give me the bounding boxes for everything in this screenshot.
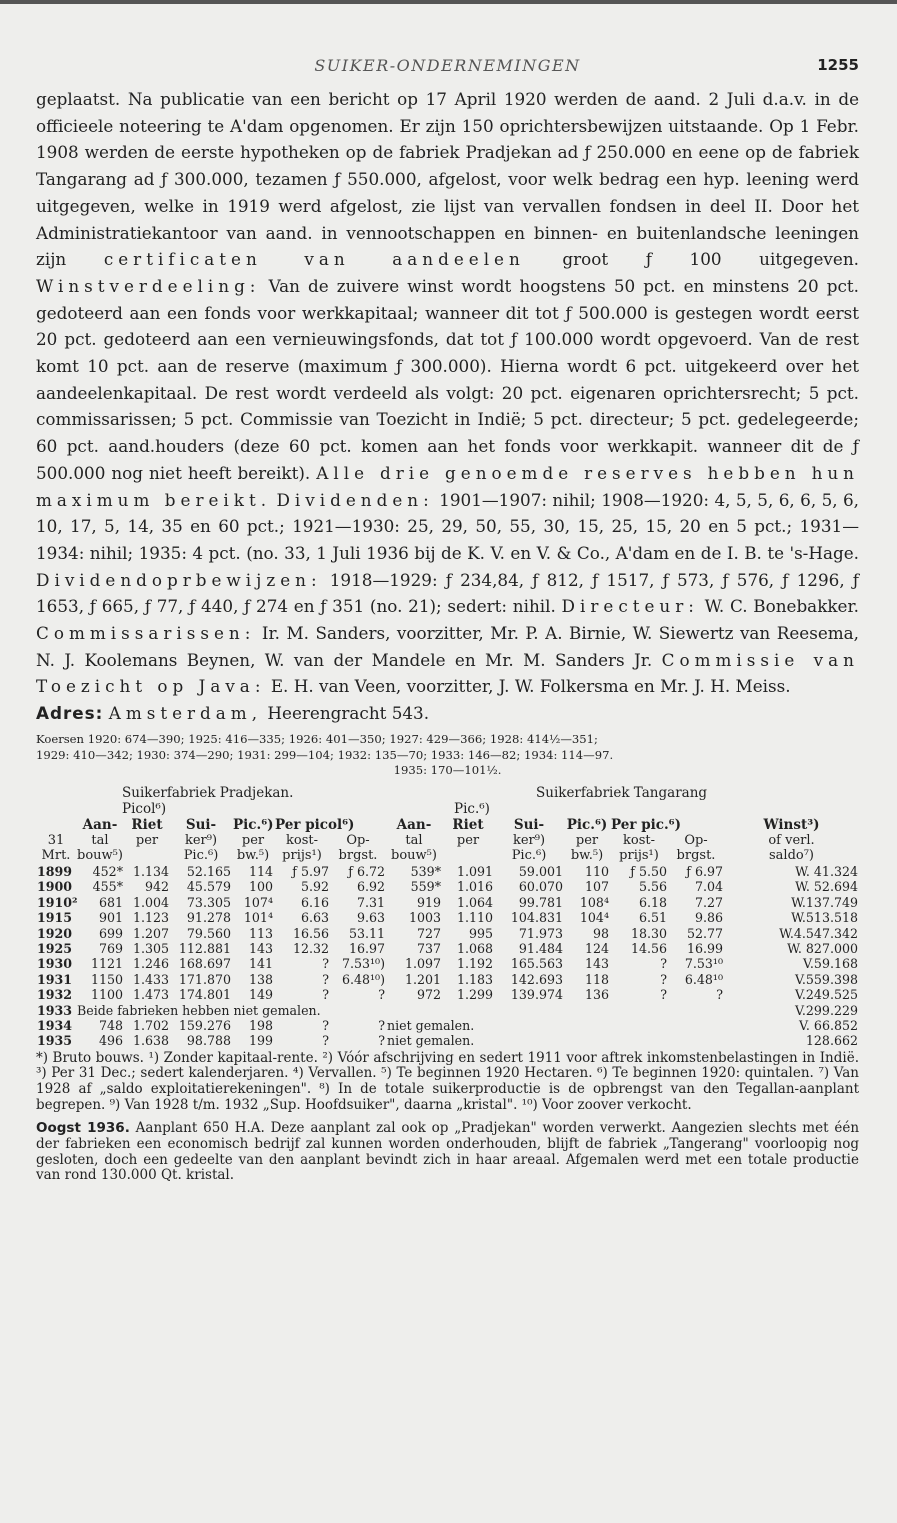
table-cell: 7.31	[356, 894, 385, 910]
table-cell: 1.123	[132, 910, 169, 926]
table-cell: 1.016	[456, 879, 493, 895]
table-row	[36, 972, 859, 987]
table-cell: 1900	[37, 879, 73, 895]
production-table-section	[36, 785, 859, 1049]
table-cell: prijs¹)	[282, 848, 322, 864]
table-cell: Beide fabrieken hebben niet gemalen.	[77, 1002, 321, 1018]
table-cell: 1935	[37, 1033, 73, 1049]
table-cell: 139.974	[510, 987, 563, 1003]
table-cell: Riet	[131, 816, 163, 833]
table-cell: 9.63	[356, 910, 385, 926]
table-row	[36, 926, 859, 941]
table-row	[36, 987, 859, 1002]
table-cell: 12.32	[292, 940, 329, 956]
table-cell: 45.579	[186, 879, 231, 895]
text-segment: E. H. van Veen, voorzitter, J. W. Folkersma en Mr. J. H. Meiss.	[270, 676, 791, 697]
group-header-pradjekan: Suikerfabriek Pradjekan.	[122, 784, 294, 801]
table-cell	[36, 818, 76, 833]
table-cell: W. 52.694	[795, 879, 858, 895]
spaced-heading-commissarissen: Commissarissen:	[36, 623, 256, 644]
table-cell: 138	[248, 971, 273, 987]
table-cell: 1.299	[456, 987, 493, 1003]
table-cell: 1933	[37, 1002, 73, 1018]
table-row	[36, 1033, 859, 1048]
table-cell: 539*	[410, 863, 441, 879]
table-cell: 1899	[37, 863, 73, 879]
table-row	[36, 941, 859, 956]
table-cell: 1150	[90, 971, 123, 987]
table-cell: W. 827.000	[787, 940, 858, 956]
table-cell: 6.92	[356, 879, 385, 895]
table-cell: 7.53¹⁰	[684, 956, 723, 972]
table-cell: 16.56	[292, 925, 329, 941]
table-cell: 124	[584, 940, 609, 956]
table-cell: 198	[248, 1017, 273, 1033]
table-cell: 6.18	[638, 894, 667, 910]
table-row	[36, 1018, 859, 1033]
table-cell: tal	[91, 833, 109, 849]
table-cell: 112.881	[178, 940, 231, 956]
table-cell: ƒ 6.72	[348, 863, 385, 879]
table-cell: 995	[468, 925, 493, 941]
oogst-paragraph	[36, 1121, 859, 1184]
table-cell: ƒ 6.97	[686, 863, 723, 879]
table-cell: V.299.229	[795, 1002, 858, 1018]
table-cell: 5.92	[300, 879, 329, 895]
table-cell: 1.064	[456, 894, 493, 910]
table-cell: 559*	[410, 879, 441, 895]
table-cell: V.559.398	[795, 971, 858, 987]
table-cell: 6.63	[300, 910, 329, 926]
table-cell: 99.781	[518, 894, 563, 910]
table-cell: 7.53¹⁰)	[341, 956, 385, 972]
table-cell: per	[241, 833, 265, 849]
table-cell	[442, 848, 494, 863]
table-cell: of verl.	[768, 833, 815, 849]
table-cell: 1003	[408, 910, 441, 926]
table-cell: 452*	[92, 863, 123, 879]
table-cell: Aan-	[82, 816, 118, 833]
koersen-line: 1935: 170—101½.	[393, 763, 502, 778]
table-cell: 52.165	[186, 863, 231, 879]
table-cell: brgst.	[676, 848, 716, 864]
spaced-heading-directeur: Directeur:	[561, 596, 699, 617]
table-cell: 98.788	[186, 1033, 231, 1049]
table-cell: 14.56	[630, 940, 667, 956]
table-cell: bw.⁵)	[570, 848, 604, 864]
table-cell: 1.207	[132, 925, 169, 941]
table-cell: W.4.547.342	[779, 925, 858, 941]
table-cell: 1.246	[132, 956, 169, 972]
table-header-row	[36, 848, 859, 863]
table-row	[36, 895, 859, 910]
table-cell: 60.070	[518, 879, 563, 895]
table-cell: 107	[584, 879, 609, 895]
table-cell: 919	[416, 894, 441, 910]
table-cell: ?	[322, 1017, 329, 1033]
table-cell: V.249.525	[795, 987, 858, 1003]
table-cell: 1.201	[404, 971, 441, 987]
table-cell: 98	[592, 925, 609, 941]
table-cell: 1915	[37, 910, 73, 926]
table-cell: 455*	[92, 879, 123, 895]
table-cell: W.137.749	[791, 894, 858, 910]
text-segment: geplaatst. Na publicatie van een bericht op 17 April 1920 werden de aand. 2 Juli d.a.v. in de officieele noteering te A'dam opgenomen. Er zijn 150 oprichtersbewijzen uitstaande. Op 1 Febr. 1908 werden de eerste hypotheken op de fabriek Pradjekan ad ƒ 250.000 en eene op de fabriek Tangarang ad ƒ 300.000, tezamen ƒ 550.000, afgelost, voor welk bedrag een hyp. leening werd uitgegeven, welke in 1919 werd afgelost, zie lijst van vervallen fondsen in deel II. Door het Administratiekantoor van aand. in vennootschappen en binnen- en buitenlandsche leeningen zijn	[36, 89, 859, 270]
oogst-text: Aanplant 650 H.A. Deze aanplant zal ook op „Pradjekan" worden verwerkt. Aangezien slechts met één der fabrieken een economisch bedrijf zal kunnen worden onderhouden, blijft de fabriek „Tangerang" voorloopig nog gesloten, doch een gedeelte van den aanplant bevindt zich in haar areaal. Afgemalen werd met een totale productie van rond 130.000 Qt. kristal.	[36, 1120, 860, 1184]
body-text	[36, 86, 859, 700]
page-number: 1255	[817, 56, 859, 74]
table-cell: 1.192	[456, 956, 493, 972]
table-cell: 18.30	[630, 925, 667, 941]
table-cell: ?	[378, 987, 385, 1003]
table-cell: per	[456, 833, 480, 849]
table-cell: 6.48¹⁰	[684, 971, 723, 987]
table-row	[36, 1003, 859, 1018]
header-title: SUIKER-ONDERNEMINGEN	[314, 56, 581, 75]
address-line	[36, 700, 859, 726]
table-cell: 6.51	[638, 910, 667, 926]
spaced-text: certificaten van aandeelen	[103, 249, 525, 270]
koersen-line: Koersen 1920: 674—390; 1925: 416—335; 1926: 401—350; 1927: 429—366; 1928: 414½—351;	[36, 732, 598, 747]
table-cell: ker⁹)	[512, 833, 546, 849]
table-cell: niet gemalen.	[387, 1033, 475, 1049]
table-cell: 1.638	[132, 1033, 169, 1049]
table-cell: 901	[98, 910, 123, 926]
table-cell: 1920	[37, 925, 73, 941]
table-cell: 104⁴	[579, 910, 609, 926]
table-cell: Sui-	[513, 816, 545, 833]
production-table	[36, 818, 859, 1049]
table-cell: 165.563	[510, 956, 563, 972]
table-cell: ?	[322, 971, 329, 987]
table-cell: 114	[248, 863, 273, 879]
table-cell: 118	[584, 971, 609, 987]
table-cell: bouw⁵)	[77, 848, 123, 864]
table-cell: 171.870	[178, 971, 231, 987]
table-cell: 143	[248, 940, 273, 956]
table-cell: 1910²	[37, 894, 78, 910]
table-cell: Pic.⁶)	[183, 848, 219, 864]
table-cell: W. 41.324	[795, 863, 858, 879]
table-cell: ?	[378, 1017, 385, 1033]
table-cell: 5.56	[638, 879, 667, 895]
table-cell: 107⁴	[243, 894, 273, 910]
table-cell: 16.97	[348, 940, 385, 956]
table-cell: 1.433	[132, 971, 169, 987]
text-segment: 1918—1929: ƒ 234,84, ƒ 812, ƒ 1517, ƒ 573, ƒ 576, ƒ 1296, ƒ 1653, ƒ 665, ƒ 77, ƒ 440, ƒ 274 en ƒ 351 (no. 21); sedert: nihil.	[36, 569, 859, 617]
table-cell: 1931	[37, 971, 73, 987]
table-cell: 942	[144, 879, 169, 895]
table-cell: 168.697	[178, 956, 231, 972]
table-cell: 1.473	[132, 987, 169, 1003]
table-cell: 1.097	[404, 956, 441, 972]
table-cell: Op-	[346, 833, 370, 849]
table-cell: 199	[248, 1033, 273, 1049]
table-cell: ƒ 5.50	[630, 863, 667, 879]
group-header-tangarang: Suikerfabriek Tangarang	[536, 784, 708, 801]
spaced-heading-dividenden: Dividenden:	[276, 489, 434, 510]
address-label: Adres:	[36, 703, 104, 724]
table-cell: ƒ 5.97	[292, 863, 329, 879]
table-row	[36, 910, 859, 925]
table-cell: 972	[416, 987, 441, 1003]
table-cell: 7.27	[694, 894, 723, 910]
table-row	[36, 879, 859, 894]
table-cell: Op-	[684, 833, 708, 849]
table-cell: Riet	[452, 816, 484, 833]
koersen-line: 1929: 410—342; 1930: 374—290; 1931: 299—104; 1932: 135—70; 1933: 146—82; 1934: 114—97.	[36, 747, 614, 762]
table-cell: V. 66.852	[799, 1017, 858, 1033]
table-cell: 52.77	[686, 925, 723, 941]
table-cell: 108⁴	[579, 894, 609, 910]
table-header-row	[36, 833, 859, 848]
spaced-heading-winstverdeeling: Winstverdeeling:	[36, 275, 261, 296]
table-cell: 91.484	[518, 940, 563, 956]
table-cell: ker⁹)	[184, 833, 218, 849]
table-cell: Winst³)	[763, 816, 820, 833]
table-cell: 142.693	[510, 971, 563, 987]
table-cell: ?	[660, 956, 667, 972]
table-cell: 9.86	[694, 910, 723, 926]
table-cell: per	[575, 833, 599, 849]
top-rule	[0, 0, 897, 4]
table-cell: 110	[584, 863, 609, 879]
table-cell: 1.305	[132, 940, 169, 956]
table-cell: ?	[378, 1033, 385, 1049]
table-cell: kost-	[623, 833, 655, 849]
table-cell: tal	[405, 833, 423, 849]
table-row	[36, 956, 859, 971]
table-cell: ?	[660, 971, 667, 987]
table-header-row	[36, 818, 859, 833]
table-cell: W.513.518	[791, 910, 858, 926]
group-subheader: Pic.⁶)	[454, 800, 490, 817]
table-cell: ?	[322, 956, 329, 972]
table-cell: 128.662	[805, 1033, 858, 1049]
table-cell: 91.278	[186, 910, 231, 926]
spaced-heading-dividendbewijzen: Dividendoprbewijzen:	[36, 569, 322, 590]
table-cell: 1.068	[456, 940, 493, 956]
table-cell: saldo⁷)	[768, 848, 814, 864]
table-cell: ?	[716, 987, 723, 1003]
table-cell: Aan-	[396, 816, 432, 833]
address-street: Heerengracht 543.	[267, 703, 430, 724]
table-cell: 101⁴	[243, 910, 273, 926]
table-cell: 71.973	[518, 925, 563, 941]
text-segment: groot ƒ 100 uitgegeven.	[562, 249, 859, 270]
table-cell: 1.004	[132, 894, 169, 910]
table-cell: 100	[248, 879, 273, 895]
address-city: Amsterdam,	[108, 703, 263, 724]
table-cell: 1925	[37, 940, 73, 956]
table-cell: 149	[248, 987, 273, 1003]
spaced-heading-commissie: Commissie van Toezicht op Java:	[36, 649, 859, 697]
koersen-block	[36, 732, 859, 779]
running-header	[36, 56, 859, 84]
table-cell: 6.48¹⁰)	[341, 971, 385, 987]
table-cell: 59.001	[518, 863, 563, 879]
table-cell: 1.134	[132, 863, 169, 879]
table-cell: 1100	[90, 987, 123, 1003]
table-cell: per	[135, 833, 159, 849]
table-cell: ?	[322, 987, 329, 1003]
table-cell: Sui-	[185, 816, 217, 833]
table-cell: brgst.	[338, 848, 378, 864]
text-segment: Van de zuivere winst wordt hoogstens 50 pct. en minstens 20 pct. gedoteerd aan een fonds voor werkkapitaal; wanneer dit tot ƒ 500.000 is gestegen wordt eerst 20 pct. gedoteerd aan een vernieuwingsfonds, dat tot ƒ 100.000 wordt opgevoerd. Van de rest komt 10 pct. aan de reserve (maximum ƒ 300.000). Hierna wordt 6 pct. uitgekeerd over het aandeelenkapitaal. De rest wordt verdeeld als volgt: 20 pct. eigenaren oprichtersrecht; 5 pct. commissarissen; 5 pct. Commissie van Toezicht in Indië; 5 pct. directeur; 5 pct. gedelegeerde; 60 pct. aand.houders (deze 60 pct. komen aan het fonds voor werkkapit. wanneer dit de ƒ 500.000 nog niet heeft bereikt).	[36, 275, 859, 483]
table-cell: 1.702	[132, 1017, 169, 1033]
footnotes: *) Bruto bouws. ¹) Zonder kapitaal-rente. ²) Vóór afschrijving en sedert 1911 voor aftrek inkomstenbelastingen in Indië. ³) Per 31 Dec.; sedert kalenderjaren. ⁴) Vervallen. ⁵) Te beginnen 1920 Hectaren. ⁶) Te beginnen 1920: quintalen. ⁷) Van 1928 af „saldo exploitatierekeningen". ⁸) In de totale suikerproductie is de opbrengst van den Tegallan-aanplant begrepen. ⁹) Van 1928 t/m. 1932 „Sup. Hoofdsuiker", daarna „kristal". ¹⁰) Voor zoover verkocht.	[36, 1049, 859, 1113]
table-cell: 7.04	[694, 879, 723, 895]
table-cell: ?	[660, 987, 667, 1003]
table-cell: Pic.⁶)	[566, 816, 608, 833]
table-cell: 681	[98, 894, 123, 910]
table-cell: 6.16	[300, 894, 329, 910]
table-cell: 104.831	[510, 910, 563, 926]
table-cell: 143	[584, 956, 609, 972]
table-cell: bw.⁵)	[236, 848, 270, 864]
table-cell: niet gemalen.	[387, 1017, 475, 1033]
table-cell: 769	[98, 940, 123, 956]
table-cell: 1.091	[456, 863, 493, 879]
table-cell: 1934	[37, 1017, 73, 1033]
table-cell: 113	[248, 925, 273, 941]
table-cell: 737	[416, 940, 441, 956]
table-cell: prijs¹)	[619, 848, 659, 864]
text-segment: 1901—1907: nihil; 1908—1920: 4, 5, 5, 6, 6, 5, 6, 10, 17, 5, 14, 35 en 60 pct.; 1921—1930: 25, 29, 50, 55, 30, 15, 25, 15, 20 en 5 pct.; 1931—1934: nihil; 1935: 4 pct. (no. 33, 1 Juli 1936 bij de K. V. en V. & Co., A'dam en de I. B. te 's-Hage.	[36, 489, 859, 563]
table-cell: 1.110	[456, 910, 493, 926]
text-segment: W. C. Bonebakker.	[704, 596, 859, 617]
table-cell: 1932	[37, 987, 73, 1003]
table-cell: bouw⁵)	[391, 848, 437, 864]
text-segment: Ir. M. Sanders, voorzitter, Mr. P. A. Birnie, W. Siewertz van Reesema, N. J. Koolemans Beynen, W. van der Mandele en Mr. M. Sanders Jr.	[36, 623, 859, 670]
table-cell: 31	[47, 833, 65, 849]
table-cell: 53.11	[348, 925, 385, 941]
group-subheader: Picol⁶)	[122, 800, 167, 817]
table-cell: 174.801	[178, 987, 231, 1003]
table-cell: 727	[416, 925, 441, 941]
table-cell: 1.183	[456, 971, 493, 987]
table-row	[36, 864, 859, 879]
table-cell: ?	[322, 1033, 329, 1049]
table-cell: Pic.⁶)	[233, 816, 274, 833]
table-group-headers	[36, 785, 859, 818]
table-cell: 159.276	[178, 1017, 231, 1033]
spaced-text: Alle drie genoemde reserves hebben hun maximum bereikt.	[36, 462, 859, 510]
table-cell: 136	[584, 987, 609, 1003]
table-cell: 748	[98, 1017, 123, 1033]
table-cell: 1930	[37, 956, 73, 972]
table-cell: 79.560	[186, 925, 231, 941]
table-cell	[124, 848, 170, 863]
table-cell: 1121	[90, 956, 123, 972]
table-cell: kost-	[286, 833, 318, 849]
table-cell: Pic.⁶)	[511, 848, 547, 864]
table-cell: 16.99	[686, 940, 723, 956]
oogst-label: Oogst 1936.	[36, 1120, 130, 1137]
table-cell: 73.305	[186, 894, 231, 910]
table-cell: V.59.168	[803, 956, 858, 972]
table-cell: Per picol⁶)	[275, 816, 355, 833]
table-cell: Mrt.	[41, 848, 71, 864]
table-cell: 496	[98, 1033, 123, 1049]
table-cell: Per pic.⁶)	[611, 816, 681, 833]
table-cell: 699	[98, 925, 123, 941]
table-cell: 141	[248, 956, 273, 972]
